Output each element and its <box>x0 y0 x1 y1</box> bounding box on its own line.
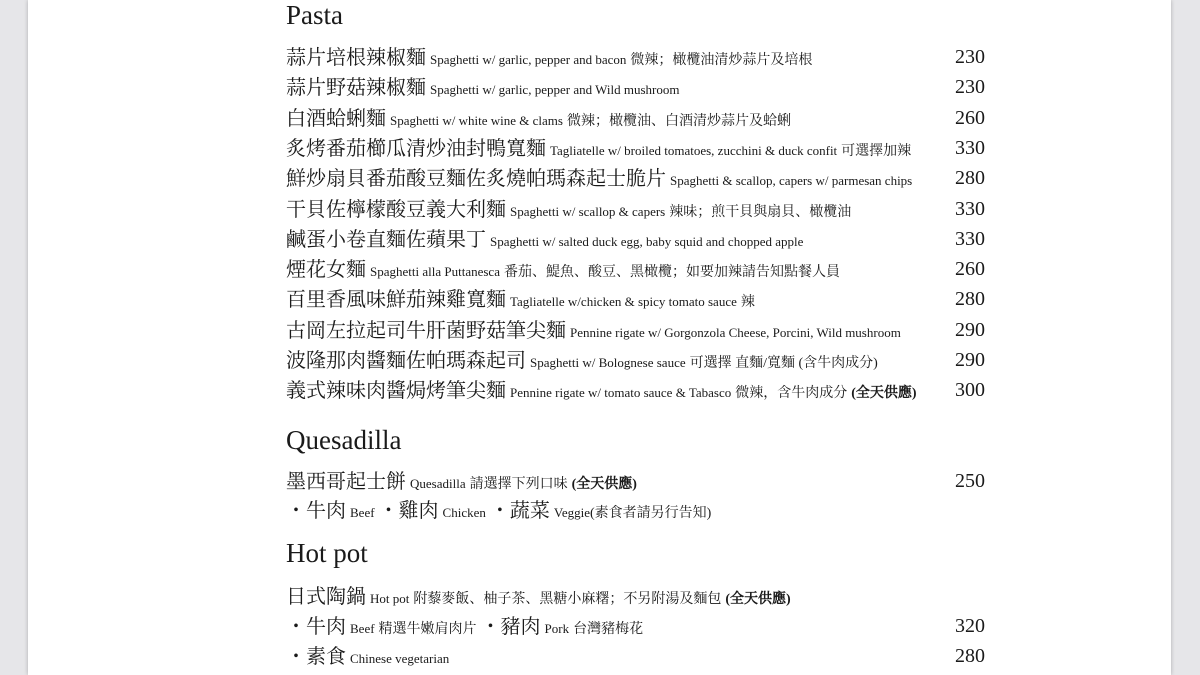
option-beef-en: Beef <box>350 621 375 636</box>
item-note: 附藜麥飯、柚子茶、黑糖小麻糬；不另附湯及麵包 <box>413 592 722 607</box>
item-price: 230 <box>955 76 985 99</box>
item-name-zh: 鮮炒扇貝番茄酸豆麵佐炙燒帕瑪森起士脆片 <box>286 168 666 191</box>
item-name-zh: 炙烤番茄櫛瓜清炒油封鴨寬麵 <box>286 137 546 160</box>
item-name-zh: 墨西哥起士餅 <box>286 471 406 493</box>
item-note: 可選擇 直麵/寬麵 (含牛肉成分) <box>689 356 878 371</box>
option-beef-en: Beef <box>350 505 375 520</box>
menu-item <box>286 379 986 409</box>
item-name-zh: 煙花女麵 <box>286 259 366 282</box>
item-note: 請選擇下列口味 <box>469 477 568 492</box>
item-name-en: Spaghetti w/ scallop & capers <box>510 203 666 219</box>
item-price: 320 <box>955 615 985 637</box>
section-heading-quesadilla: Quesadilla <box>286 425 402 455</box>
item-name-zh: 波隆那肉醬麵佐帕瑪森起司 <box>286 350 526 372</box>
option-beef-note: 精選牛嫩肩肉片 <box>378 622 477 637</box>
item-price: 290 <box>955 349 985 371</box>
item-name-en: Spaghetti w/ salted duck egg, baby squid and chopped apple <box>490 233 804 249</box>
menu-page <box>28 0 1171 675</box>
item-availability: (全天供應) <box>851 386 917 402</box>
item-name-en: Spaghetti w/ white wine & clams <box>390 112 563 128</box>
option-chicken-zh: ・雞肉 <box>378 500 439 522</box>
item-name-zh: 日式陶鍋 <box>286 586 366 608</box>
option-pork-zh: ・豬肉 <box>480 616 541 638</box>
item-name-en: Pennine rigate w/ tomato sauce & Tabasco <box>510 385 732 401</box>
item-price: 330 <box>955 136 985 159</box>
option-beef-zh: ・牛肉 <box>286 500 346 522</box>
item-price: 260 <box>955 106 985 129</box>
item-availability: (全天供應) <box>571 477 637 492</box>
option-veggie-en: Veggie <box>553 505 590 520</box>
item-note: 微辣，含牛肉成分 <box>735 386 848 402</box>
item-price: 260 <box>955 258 985 281</box>
option-veggie-note: (素食者請另行告知) <box>589 506 712 521</box>
item-note: 辣味；煎干貝與扇貝、橄欖油 <box>669 204 852 220</box>
item-name-en: Spaghetti w/ garlic, pepper and bacon <box>430 52 627 67</box>
item-name-en: Hot pot <box>370 591 410 606</box>
item-name-zh: 蒜片野菇辣椒麵 <box>286 77 426 100</box>
item-price: 330 <box>955 227 985 250</box>
item-price: 230 <box>955 46 985 68</box>
item-price: 290 <box>955 318 985 341</box>
option-pork-note: 台灣豬梅花 <box>573 622 644 637</box>
item-name-en: Spaghetti alla Puttanesca <box>370 264 500 280</box>
item-name-en: Tagliatelle w/chicken & spicy tomato sauce <box>510 294 737 310</box>
option-veg-zh: ・素食 <box>286 646 346 668</box>
item-price: 300 <box>955 379 985 402</box>
option-beef-zh: ・牛肉 <box>286 616 346 638</box>
item-name-zh: 百里香風味鮮茄辣雞寬麵 <box>286 289 506 312</box>
item-name-zh: 古岡左拉起司牛肝菌野菇筆尖麵 <box>286 319 566 342</box>
item-name-en: Spaghetti & scallop, capers w/ parmesan chips <box>670 173 913 189</box>
item-note: 微辣；橄欖油清炒蒜片及培根 <box>630 53 813 68</box>
item-note: 辣 <box>740 295 755 311</box>
item-name-zh: 干貝佐檸檬酸豆義大利麵 <box>286 198 506 221</box>
hotpot-option-vegetarian <box>286 645 986 675</box>
item-name-en: Quesadilla <box>410 476 466 491</box>
item-name-en: Tagliatelle w/ broiled tomatoes, zucchini & duck confit <box>550 142 838 158</box>
option-pork-en: Pork <box>544 621 570 636</box>
section-heading-hotpot: Hot pot <box>286 538 368 568</box>
item-price: 280 <box>955 167 985 190</box>
item-name-en: Pennine rigate w/ Gorgonzola Cheese, Porcini, Wild mushroom <box>570 324 901 340</box>
item-name-en: Spaghetti w/ garlic, pepper and Wild mushroom <box>430 82 680 98</box>
option-chicken-en: Chicken <box>442 505 486 520</box>
item-name-zh: 義式辣味肉醬焗烤筆尖麵 <box>286 380 506 403</box>
item-price: 280 <box>955 645 985 667</box>
item-note: 番茄、鯷魚、酸豆、黑橄欖；如要加辣請告知點餐人員 <box>503 265 840 281</box>
option-veg-en: Chinese vegetarian <box>350 651 450 666</box>
item-note: 可選擇加辣 <box>841 143 912 159</box>
item-note: 微辣；橄欖油、白酒清炒蒜片及蛤蜊 <box>566 113 791 129</box>
item-price: 250 <box>955 470 985 492</box>
quesadilla-options <box>286 499 986 529</box>
item-name-zh: 白酒蛤蜊麵 <box>286 107 386 130</box>
item-availability: (全天供應) <box>725 592 791 607</box>
item-name-en: Spaghetti w/ Bolognese sauce <box>530 355 686 370</box>
option-veggie-zh: ・蔬菜 <box>489 500 550 522</box>
item-price: 280 <box>955 288 985 311</box>
item-price: 330 <box>955 197 985 220</box>
section-heading-pasta: Pasta <box>286 0 343 30</box>
item-name-zh: 鹹蛋小卷直麵佐蘋果丁 <box>286 228 486 251</box>
item-name-zh: 蒜片培根辣椒麵 <box>286 47 426 69</box>
